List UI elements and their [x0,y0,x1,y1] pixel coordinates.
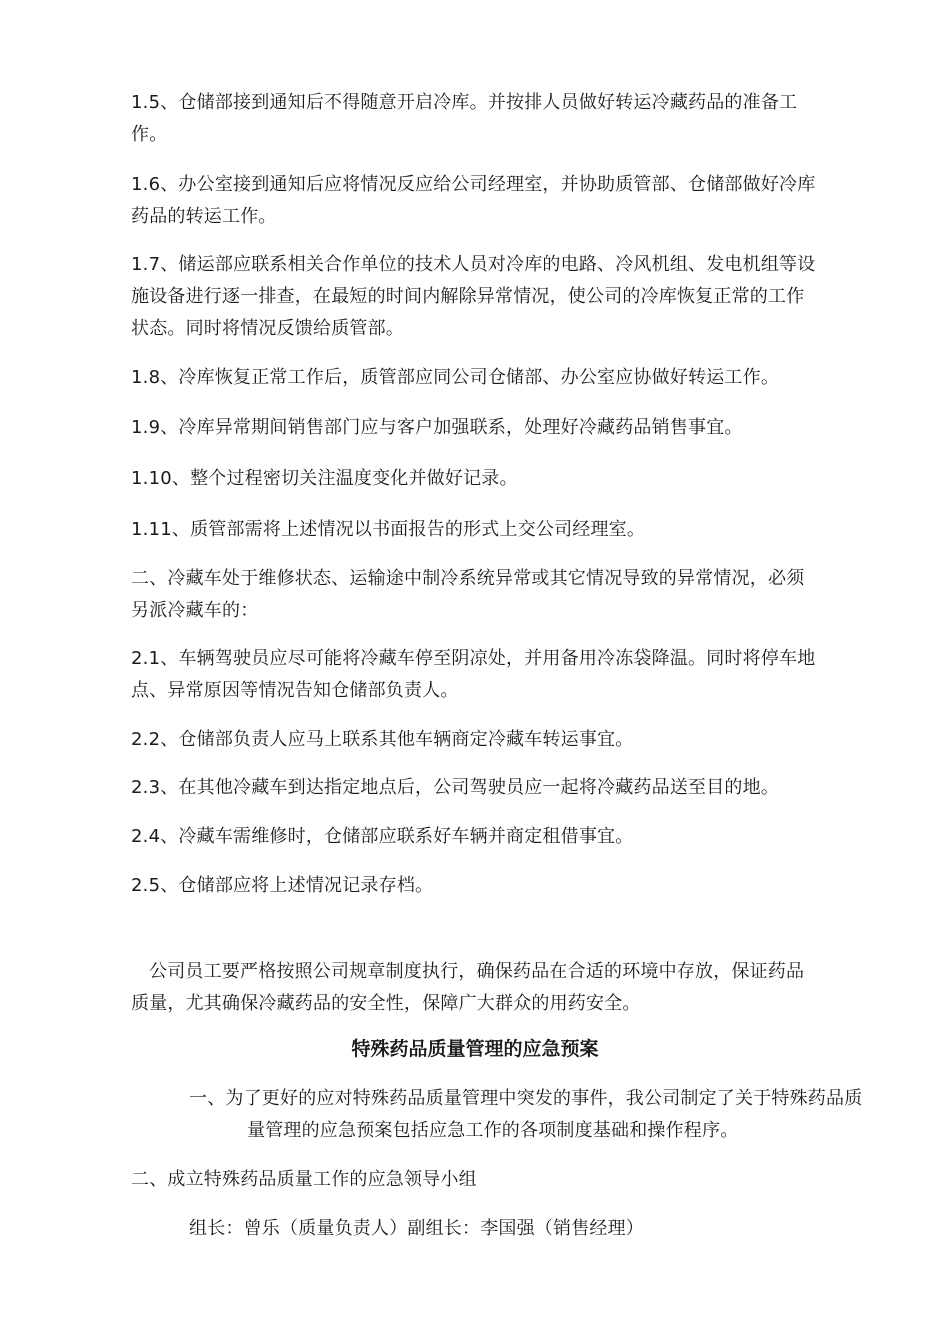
paragraph-2-5: 2.5、仓储部应将上述情况记录存档。 [131,875,434,896]
paragraph-1-5: 1.5、仓储部接到通知后不得随意开启冷库。并按排人员做好转运冷藏药品的准备工作。 [131,92,798,145]
plan-title: 特殊药品质量管理的应急预案 [351,1038,599,1060]
paragraph-1-10: 1.10、整个过程密切关注温度变化并做好记录。 [131,468,518,489]
paragraph-2-3: 2.3、在其他冷藏车到达指定地点后，公司驾驶员应一起将冷藏药品送至目的地。 [131,777,780,798]
leaders-line: 组长：曾乐（质量负责人）副组长：李国强（销售经理） [189,1218,644,1239]
paragraph-2-2: 2.2、仓储部负责人应马上联系其他车辆商定冷藏车转运事宜。 [131,729,634,750]
paragraph-1-6: 1.6、办公室接到通知后应将情况反应给公司经理室，并协助质管部、仓储部做好冷库药品的转运工作。 [131,174,816,227]
closing-paragraph: 公司员工要严格按照公司规章制度执行，确保药品在合适的环境中存放，保证药品质量，尤其确保冷藏药品的安全性，保障广大群众的用药安全。 [131,961,805,1014]
paragraph-1-11: 1.11、质管部需将上述情况以书面报告的形式上交公司经理室。 [131,519,646,540]
paragraph-1-9: 1.9、冷库异常期间销售部门应与客户加强联系，处理好冷藏药品销售事宜。 [131,417,743,438]
paragraph-1-8: 1.8、冷库恢复正常工作后，质管部应同公司仓储部、办公室应协做好转运工作。 [131,367,780,388]
section-2-heading: 二、冷藏车处于维修状态、运输途中制冷系统异常或其它情况导致的异常情况，必须另派冷藏车的： [131,568,805,621]
plan-item-2: 二、成立特殊药品质量工作的应急领导小组 [131,1169,477,1190]
paragraph-1-7: 1.7、储运部应联系相关合作单位的技术人员对冷库的电路、冷风机组、发电机组等设施设备进行逐一排查，在最短的时间内解除异常情况，使公司的冷库恢复正常的工作状态。同时将情况反馈给质管部。 [131,254,816,339]
paragraph-2-1: 2.1、车辆驾驶员应尽可能将冷藏车停至阴凉处，并用备用冷冻袋降温。同时将停车地点、异常原因等情况告知仓储部负责人。 [131,648,816,701]
paragraph-2-4: 2.4、冷藏车需维修时，仓储部应联系好车辆并商定租借事宜。 [131,826,634,847]
plan-item-1: 一、为了更好的应对特殊药品质量管理中突发的事件，我公司制定了关于特殊药品质量管理的应急预案包括应急工作的各项制度基础和操作程序。 [189,1088,863,1141]
